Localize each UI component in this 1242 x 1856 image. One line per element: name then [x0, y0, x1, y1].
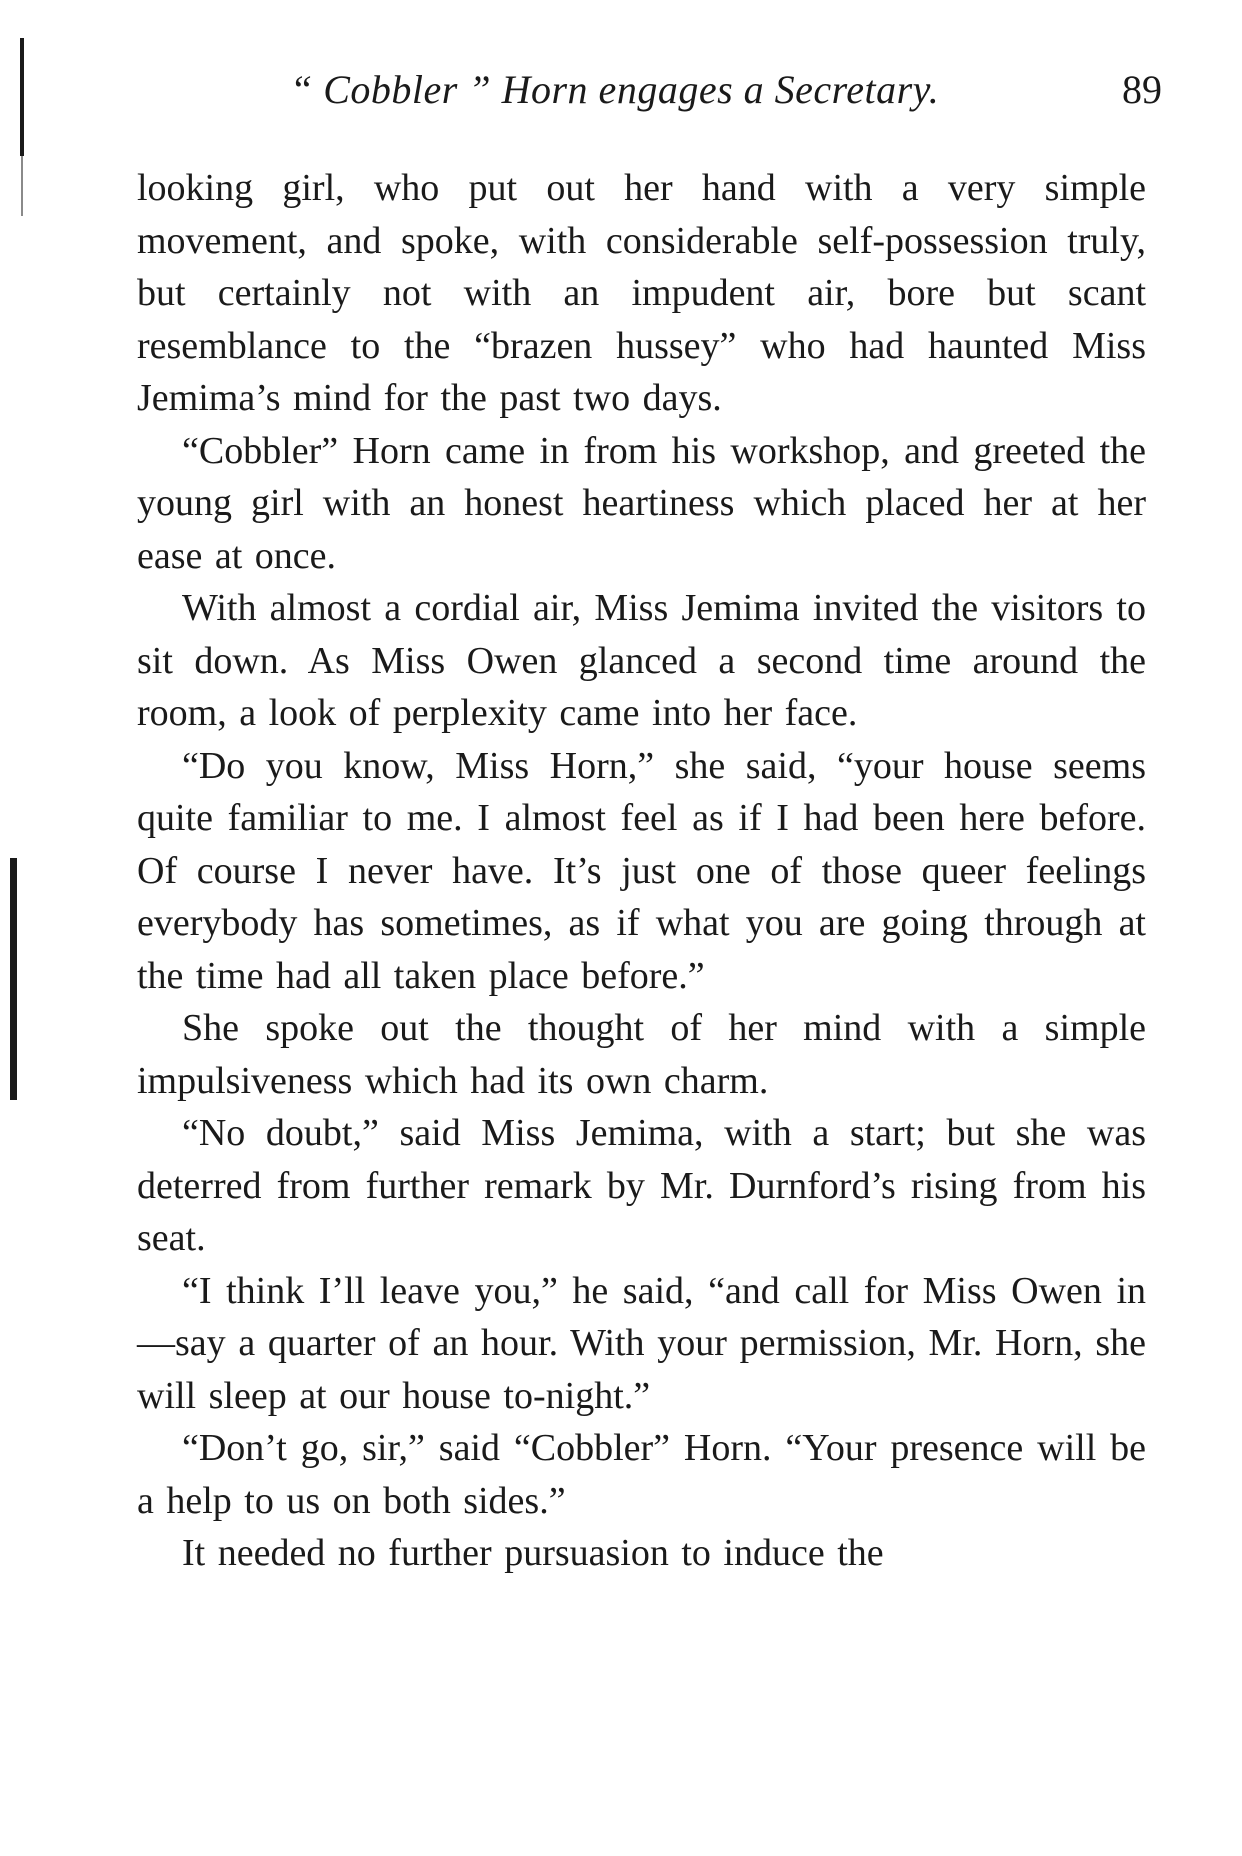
scan-edge-mark [20, 38, 24, 156]
scan-edge-mark [21, 156, 23, 216]
paragraph: With almost a cordial air, Miss Jemima invited the visitors to sit down. As Miss Owen glanced a second time around the room, a look of perplexity came into her face. [137, 587, 1146, 734]
page-header [140, 66, 1162, 126]
paragraph: looking girl, who put out her hand with a very simple movement, and spoke, with considerable self-possession truly, but certainly not with an impudent air, bore but scant resemblance to the “brazen hussey” who had haunted Miss Jemima’s mind for the past two days. [137, 167, 1146, 419]
paragraph: It needed no further pursuasion to induce the [182, 1532, 884, 1574]
paragraph: “Cobbler” Horn came in from his workshop, and greeted the young girl with an honest heartiness which placed her at her ease at once. [137, 429, 1146, 577]
scan-edge-mark [10, 858, 17, 1100]
paragraph: “I think I’ll leave you,” he said, “and call for Miss Owen in—say a quarter of an hour. With your permission, Mr. Horn, she will sleep at our house to-night.” [137, 1269, 1146, 1417]
paragraph: “Don’t go, sir,” said “Cobbler” Horn. “Your presence will be a help to us on both sides.” [137, 1427, 1146, 1522]
paragraph: “Do you know, Miss Horn,” she said, “your house seems quite familiar to me. I almost feel as if I had been here before. Of course I never have. It’s just one of those queer feelings everybody has sometimes, as if what you are going through at the time had all taken place before.” [137, 744, 1146, 997]
body-text [137, 162, 1146, 1580]
page-number: 89 [1122, 67, 1162, 112]
running-head: “ Cobbler ” Horn engages a Secretary. [290, 67, 940, 112]
paragraph: “No doubt,” said Miss Jemima, with a start; but she was deterred from further remark by Mr. Durnford’s rising from his seat. [137, 1112, 1146, 1259]
paragraph: She spoke out the thought of her mind with a simple impulsiveness which had its own charm. [137, 1007, 1146, 1102]
